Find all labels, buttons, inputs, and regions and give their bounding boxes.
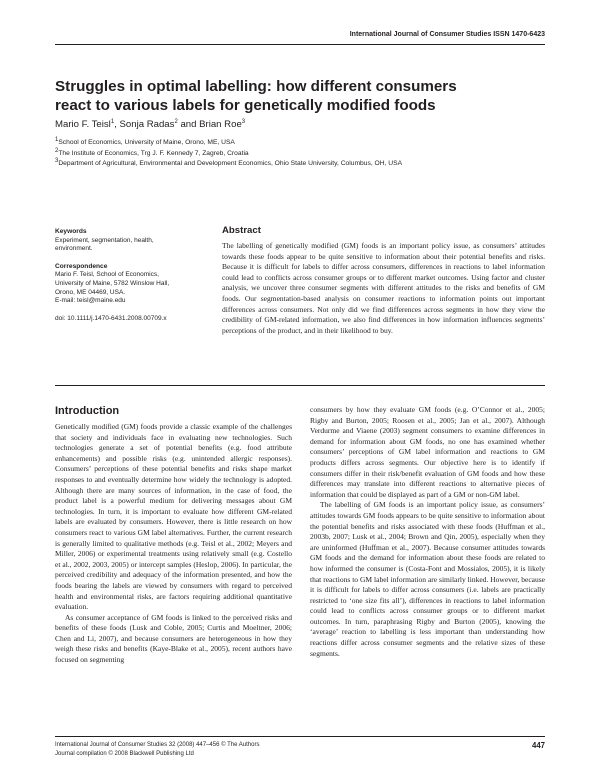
body-column-right [310,405,545,659]
author-separator: and [177,119,200,130]
footer-citation [55,741,259,759]
abstract-section [222,225,545,336]
affiliation [55,138,402,149]
author-name: Mario F. Teisl [55,119,111,130]
title-line: react to various labels for genetically modified foods [55,97,436,114]
affiliation-marker: 2 [55,147,59,154]
section-divider [55,385,545,386]
body-column-left [55,405,292,666]
body-paragraph: Genetically modified (GM) foods provide a classic example of the challenges that society and individuals face in evaluating new technologies. Such technologies generate a set of potential benefits (e.g. food attribute enhancements) and possible risks (e.g. unintended allergic responses). Consumers’ perceptions of these potential benefits and risks shape market responses to and eventually determine how widely the technology is adopted. Although there are many sources of information, in the case of food, the product label is a powerful medium for delivering messages about GM technologies. In turn, it is important to evaluate how different GM-related labels are evaluated by consumers. However, there is little research on how consumers react to various GM label alternatives. Further, the current research is generally limited to qualitative methods (e.g. Teisl et al., 2002; Meyers and Miller, 2006) or experimental treatments using relatively small (e.g. Costello et al., 2002, 2003, 2005) or intercept samples (Heslop, 2006). In particular, the perceived credibility and adequacy of the information presented, and how the foods bearing the labels are viewed by consumers with regard to perceived health and environmental risks, are factors requiring additional quantitative evaluation. [55,422,292,612]
body-paragraph: As consumer acceptance of GM foods is linked to the perceived risks and benefits of these foods (Lusk and Coble, 2005; Curtis and Moeltner, 2006; Chen and Li, 2007), and because consumers are heterogeneous in how they weigh these risks and benefits (Kaye-Blake et al., 2005), recent authors have focused on segmenting [55,612,292,665]
abstract-heading: Abstract [222,225,261,236]
author-affiliation-marker: 3 [241,118,246,125]
keywords-heading: Keywords [55,228,87,235]
keywords-line: environment. [55,245,93,253]
author-list [55,119,245,130]
journal-header: International Journal of Consumer Studies ISSN 1470-6423 [349,31,545,38]
doi-link[interactable]: doi: 10.1111/j.1470-6431.2008.00709.x [55,314,167,322]
author-affiliation-marker: 2 [174,118,178,125]
footer-line: Journal compilation © 2008 Blackwell Publishing Ltd [55,751,194,758]
header-rule [55,44,545,45]
correspondence-line: Mario F. Teisl, School of Economics, [55,271,159,279]
affiliation [55,149,402,160]
title-line: Struggles in optimal labelling: how different consumers [55,78,457,95]
introduction-heading: Introduction [55,405,120,417]
footer-line: International Journal of Consumer Studies 32 (2008) 447–456 © The Authors [55,742,260,748]
author-affiliation-marker: 1 [110,118,115,125]
correspondence-line: University of Maine, 5782 Winslow Hall, [55,279,170,287]
affiliation-marker: 1 [55,136,59,143]
correspondence-heading: Correspondence [55,262,108,270]
footer-rule [55,736,545,737]
author-name: Brian Roe [199,119,242,130]
page-number: 447 [531,741,545,750]
article-title [55,77,545,115]
correspondence-line: Orono, ME 04469, USA. [55,288,126,296]
correspondence-email[interactable]: E-mail: teisl@maine.edu [55,297,126,305]
author-name: Sonja Radas [119,119,175,130]
author-separator: , [114,119,120,130]
affiliation [55,159,402,170]
article-sidebar [55,228,215,323]
abstract-body: The labelling of genetically modified (GM) foods is an important policy issue, as consumers’ attitudes towards these foods appear to be quite sensitive to information about their potential benefits and risks. Because it is difficult for labels to differ across consumers, differences in reactions to label information could lead to conflicts across consumer groups or to different market outcomes. Using factor and cluster analysis, we uncover three consumer segments with different attitudes to the risks and benefits of GM foods. Our segmentation-based analysis on consumer reactions to information points out important differences across consumers. Not only did we find differences across segments in how they view the credibility of GM-related information, we also find differences in how information influences segments’ perceptions of the product, and in their likelihood to buy. [222,241,545,335]
body-paragraph: The labelling of GM foods is an important policy issue, as consumers’ attitudes towards GM foods appears to be quite sensitive to information about the potential benefits and risks associated with these foods (Huffman et al., 2003b, 2007; Lusk et al., 2004; Brown and Qin, 2005), especially when they are uninformed (Huffman et al., 2007). Because consumer attitudes towards GM foods and the demand for information about these foods are related to how informed the consumer is (Costa-Font and Mossialos, 2005), it is likely that reactions to GM label information are similarly linked. However, because it is difficult for labels to differ across consumers (i.e. labels are practically restricted to ‘one size fits all’), differences in reactions to label information could lead to conflicts across consumer groups or to different market outcomes. In turn, paraphrasing Rigby and Burton (2005), knowing the ‘average’ reaction to labelling is less important than understanding how reactions differ across consumer segments and the relative sizes of these segments. [310,500,545,658]
affiliation-marker: 3 [55,157,59,164]
affiliation-text: The Institute of Economics, Trg J. F. Kennedy 7, Zagreb, Croatia [58,149,249,157]
body-paragraph: consumers by how they evaluate GM foods (e.g. O’Connor et al., 2005; Rigby and Burton, 2005; Roosen et al., 2005; Jan et al., 2007). Although Verdurme and Viaene (2003) segment consumers to examine differences in demand for information about GM foods, no one has examined whether consumers’ perceptions of GM label information and reactions to GM products differs across segments. Our objective here is to identify if consumers differ in their risk/benefit evaluation of GM foods and how these differences may translate into different reactions to alternative pieces of information that could be displayed as part of a GM or non-GM label. [310,405,545,499]
affiliation-list [55,138,402,170]
keywords-line: Experiment, segmentation, health, [55,236,154,244]
affiliation-text: Department of Agricultural, Environmental and Development Economics, Ohio State University, Columbus, OH, USA [58,160,403,167]
affiliation-text: School of Economics, University of Maine, Orono, ME, USA [58,139,235,146]
